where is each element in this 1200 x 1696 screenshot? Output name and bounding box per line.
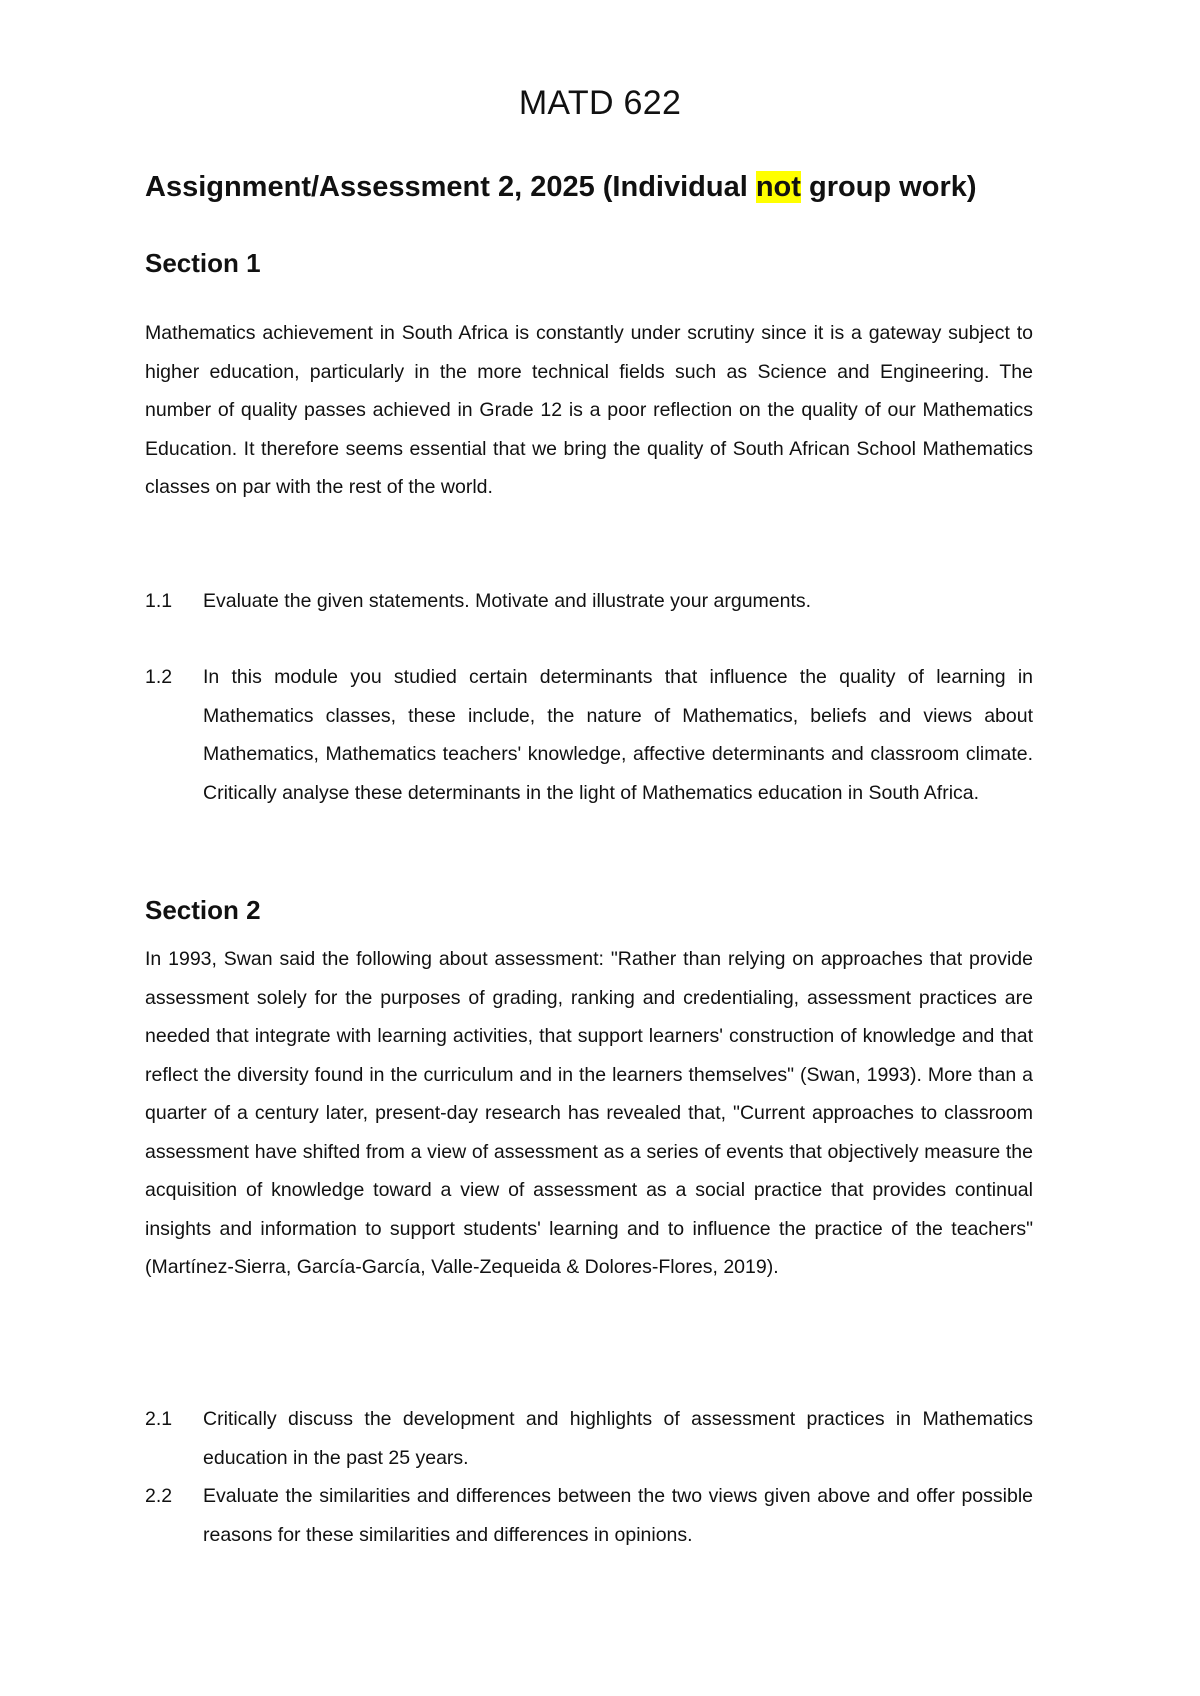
question-item-2-1 [145, 1400, 1033, 1477]
question-text: Evaluate the given statements. Motivate and illustrate your arguments. [203, 590, 812, 612]
question-number: 2.1 [145, 1408, 173, 1430]
question-item-1-1 [145, 582, 1033, 621]
section-1-intro-paragraph: Mathematics achievement in South Africa is constantly under scrutiny since it is a gateway subject to higher education, particularly in the more technical fields such as Science and Engineering. The number of quality passes achieved in Grade 12 is a poor reflection on the quality of our Mathematics Education. It therefore seems essential that we bring the quality of South African School Mathematics classes on par with the rest of the world. [145, 322, 1033, 498]
assignment-title-suffix: group work) [800, 171, 977, 203]
course-code-title: MATD 622 [518, 84, 682, 122]
highlighted-word: not [755, 171, 801, 203]
assignment-title-prefix: Assignment/Assessment 2, 2025 (Individual [145, 171, 756, 203]
question-text: Critically discuss the development and highlights of assessment practices in Mathematics education in the past 25 years. [203, 1408, 1033, 1469]
assignment-title [145, 168, 1035, 207]
question-text: In this module you studied certain determinants that influence the quality of learning in Mathematics classes, these include, the nature of Mathematics, beliefs and views about Mathematics, Mathematics teachers' knowledge, affective determinants and classroom climate. Critically analyse these determinants in the light of Mathematics education in South Africa. [203, 666, 1033, 804]
question-number: 1.2 [145, 666, 173, 688]
question-item-1-2 [145, 658, 1033, 812]
section-1-heading: Section 1 [145, 248, 261, 278]
question-number: 1.1 [145, 590, 173, 612]
question-item-2-2 [145, 1477, 1033, 1554]
question-text: Evaluate the similarities and differences between the two views given above and offer possible reasons for these similarities and differences in opinions. [203, 1485, 1033, 1546]
section-2-heading: Section 2 [145, 895, 261, 925]
question-number: 2.2 [145, 1485, 173, 1507]
section-2-intro-paragraph: In 1993, Swan said the following about assessment: "Rather than relying on approaches that provide assessment solely for the purposes of grading, ranking and credentialing, assessment practices are needed that integrate with learning activities, that support learners' construction of knowledge and that reflect the diversity found in the curriculum and in the learners themselves" (Swan, 1993). More than a quarter of a century later, present-day research has revealed that, "Current approaches to classroom assessment have shifted from a view of assessment as a series of events that objectively measure the acquisition of knowledge toward a view of assessment as a social practice that provides continual insights and information to support students' learning and to influence the practice of the teachers" (Martínez-Sierra, García-García, Valle-Zequeida & Dolores-Flores, 2019). [145, 948, 1033, 1278]
